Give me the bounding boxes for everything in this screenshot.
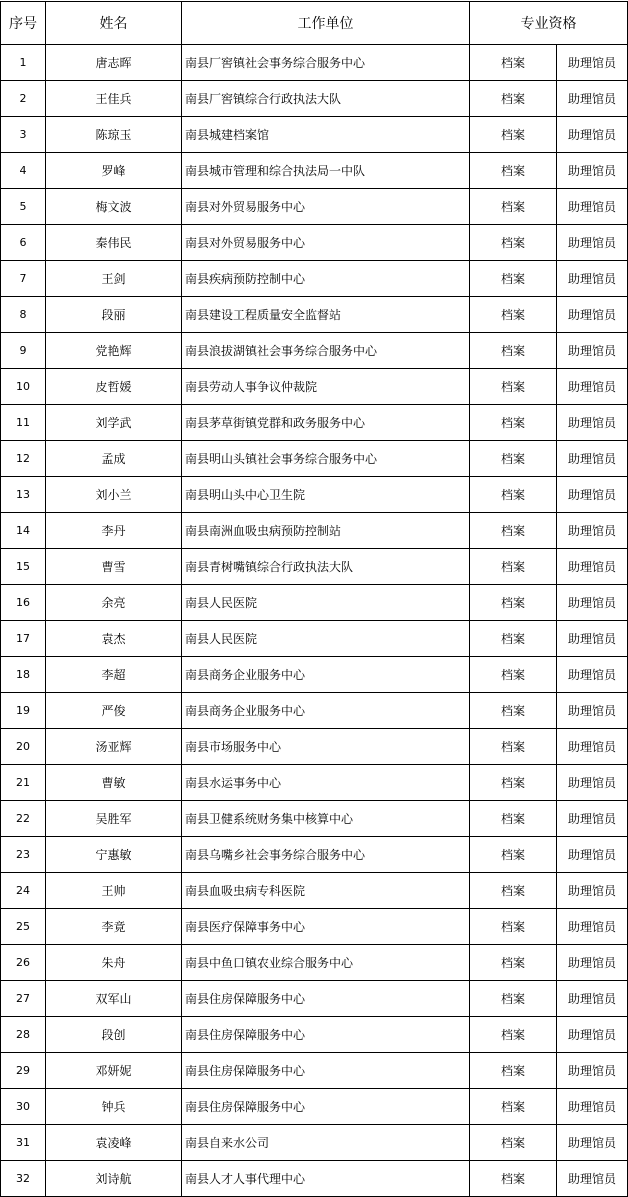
cell-name: 曹雪: [46, 549, 182, 585]
cell-unit: 南县厂窖镇综合行政执法大队: [182, 81, 470, 117]
table-row: [1, 117, 628, 153]
cell-major: 档案: [470, 729, 557, 765]
cell-major: 档案: [470, 1125, 557, 1161]
cell-major: 档案: [470, 1089, 557, 1125]
cell-name: 余亮: [46, 585, 182, 621]
header-qualification: 专业资格: [470, 2, 628, 45]
cell-major: 档案: [470, 1017, 557, 1053]
cell-major: 档案: [470, 153, 557, 189]
cell-name: 钟兵: [46, 1089, 182, 1125]
cell-title: 助理馆员: [557, 909, 628, 945]
cell-major: 档案: [470, 333, 557, 369]
cell-name: 袁凌峰: [46, 1125, 182, 1161]
cell-name: 孟成: [46, 441, 182, 477]
cell-unit: 南县浪拔湖镇社会事务综合服务中心: [182, 333, 470, 369]
cell-title: 助理馆员: [557, 441, 628, 477]
cell-name: 李丹: [46, 513, 182, 549]
cell-major: 档案: [470, 657, 557, 693]
table-row: [1, 441, 628, 477]
cell-index: 16: [1, 585, 46, 621]
header-name: 姓名: [46, 2, 182, 45]
table-row: [1, 153, 628, 189]
cell-index: 29: [1, 1053, 46, 1089]
cell-unit: 南县住房保障服务中心: [182, 1089, 470, 1125]
cell-title: 助理馆员: [557, 729, 628, 765]
cell-major: 档案: [470, 369, 557, 405]
cell-title: 助理馆员: [557, 117, 628, 153]
table-row: [1, 621, 628, 657]
header-unit: 工作单位: [182, 2, 470, 45]
table-row: [1, 657, 628, 693]
cell-title: 助理馆员: [557, 945, 628, 981]
cell-unit: 南县人才人事代理中心: [182, 1161, 470, 1197]
cell-unit: 南县自来水公司: [182, 1125, 470, 1161]
cell-unit: 南县对外贸易服务中心: [182, 189, 470, 225]
cell-title: 助理馆员: [557, 261, 628, 297]
cell-major: 档案: [470, 297, 557, 333]
cell-major: 档案: [470, 693, 557, 729]
cell-name: 严俊: [46, 693, 182, 729]
cell-name: 袁杰: [46, 621, 182, 657]
table-row: [1, 729, 628, 765]
cell-major: 档案: [470, 1161, 557, 1197]
cell-unit: 南县血吸虫病专科医院: [182, 873, 470, 909]
cell-index: 28: [1, 1017, 46, 1053]
cell-name: 曹敏: [46, 765, 182, 801]
cell-major: 档案: [470, 945, 557, 981]
cell-index: 2: [1, 81, 46, 117]
table-row: [1, 837, 628, 873]
cell-major: 档案: [470, 189, 557, 225]
table-row: [1, 1053, 628, 1089]
cell-major: 档案: [470, 837, 557, 873]
cell-index: 14: [1, 513, 46, 549]
cell-major: 档案: [470, 81, 557, 117]
cell-title: 助理馆员: [557, 153, 628, 189]
cell-major: 档案: [470, 909, 557, 945]
cell-index: 11: [1, 405, 46, 441]
header-row: [1, 2, 628, 45]
table-row: [1, 765, 628, 801]
cell-index: 25: [1, 909, 46, 945]
cell-index: 3: [1, 117, 46, 153]
cell-title: 助理馆员: [557, 1053, 628, 1089]
cell-name: 邓妍妮: [46, 1053, 182, 1089]
cell-title: 助理馆员: [557, 621, 628, 657]
cell-unit: 南县疾病预防控制中心: [182, 261, 470, 297]
cell-index: 13: [1, 477, 46, 513]
cell-unit: 南县商务企业服务中心: [182, 693, 470, 729]
table-row: [1, 225, 628, 261]
table-row: [1, 189, 628, 225]
cell-unit: 南县住房保障服务中心: [182, 1017, 470, 1053]
header-index: 序号: [1, 2, 46, 45]
cell-index: 1: [1, 45, 46, 81]
table-row: [1, 981, 628, 1017]
cell-index: 4: [1, 153, 46, 189]
cell-unit: 南县青树嘴镇综合行政执法大队: [182, 549, 470, 585]
qualification-table: [0, 1, 628, 1197]
cell-title: 助理馆员: [557, 1017, 628, 1053]
cell-unit: 南县厂窖镇社会事务综合服务中心: [182, 45, 470, 81]
cell-index: 27: [1, 981, 46, 1017]
cell-title: 助理馆员: [557, 513, 628, 549]
cell-name: 唐志晖: [46, 45, 182, 81]
table-body: [1, 2, 628, 1197]
cell-major: 档案: [470, 441, 557, 477]
cell-index: 6: [1, 225, 46, 261]
table-row: [1, 477, 628, 513]
cell-title: 助理馆员: [557, 693, 628, 729]
cell-name: 刘诗航: [46, 1161, 182, 1197]
cell-unit: 南县城市管理和综合执法局一中队: [182, 153, 470, 189]
cell-index: 20: [1, 729, 46, 765]
cell-major: 档案: [470, 261, 557, 297]
cell-name: 双军山: [46, 981, 182, 1017]
table-row: [1, 549, 628, 585]
table-row: [1, 945, 628, 981]
cell-major: 档案: [470, 405, 557, 441]
cell-unit: 南县中鱼口镇农业综合服务中心: [182, 945, 470, 981]
table-row: [1, 81, 628, 117]
cell-title: 助理馆员: [557, 873, 628, 909]
cell-title: 助理馆员: [557, 405, 628, 441]
table-row: [1, 909, 628, 945]
cell-name: 段创: [46, 1017, 182, 1053]
table-row: [1, 45, 628, 81]
cell-unit: 南县住房保障服务中心: [182, 981, 470, 1017]
cell-unit: 南县城建档案馆: [182, 117, 470, 153]
table-row: [1, 261, 628, 297]
cell-title: 助理馆员: [557, 1089, 628, 1125]
cell-index: 8: [1, 297, 46, 333]
table-row: [1, 873, 628, 909]
table-row: [1, 1017, 628, 1053]
cell-name: 吴胜军: [46, 801, 182, 837]
table-row: [1, 333, 628, 369]
cell-title: 助理馆员: [557, 657, 628, 693]
cell-index: 7: [1, 261, 46, 297]
cell-index: 26: [1, 945, 46, 981]
cell-name: 朱舟: [46, 945, 182, 981]
cell-title: 助理馆员: [557, 585, 628, 621]
cell-major: 档案: [470, 513, 557, 549]
cell-title: 助理馆员: [557, 837, 628, 873]
cell-name: 宁惠敏: [46, 837, 182, 873]
cell-title: 助理馆员: [557, 81, 628, 117]
table-row: [1, 1161, 628, 1197]
cell-name: 李超: [46, 657, 182, 693]
cell-unit: 南县水运事务中心: [182, 765, 470, 801]
cell-major: 档案: [470, 801, 557, 837]
cell-name: 秦伟民: [46, 225, 182, 261]
table-row: [1, 585, 628, 621]
cell-index: 23: [1, 837, 46, 873]
cell-major: 档案: [470, 225, 557, 261]
cell-index: 19: [1, 693, 46, 729]
table-row: [1, 513, 628, 549]
cell-title: 助理馆员: [557, 1125, 628, 1161]
cell-name: 王剑: [46, 261, 182, 297]
cell-unit: 南县市场服务中心: [182, 729, 470, 765]
cell-title: 助理馆员: [557, 297, 628, 333]
cell-name: 刘学武: [46, 405, 182, 441]
cell-name: 汤亚辉: [46, 729, 182, 765]
cell-index: 31: [1, 1125, 46, 1161]
cell-unit: 南县劳动人事争议仲裁院: [182, 369, 470, 405]
cell-unit: 南县乌嘴乡社会事务综合服务中心: [182, 837, 470, 873]
cell-major: 档案: [470, 45, 557, 81]
cell-name: 王帅: [46, 873, 182, 909]
cell-name: 党艳辉: [46, 333, 182, 369]
table-row: [1, 1089, 628, 1125]
cell-unit: 南县茅草街镇党群和政务服务中心: [182, 405, 470, 441]
cell-name: 罗峰: [46, 153, 182, 189]
cell-unit: 南县对外贸易服务中心: [182, 225, 470, 261]
cell-unit: 南县住房保障服务中心: [182, 1053, 470, 1089]
cell-title: 助理馆员: [557, 549, 628, 585]
table-row: [1, 369, 628, 405]
cell-name: 梅文波: [46, 189, 182, 225]
cell-title: 助理馆员: [557, 1161, 628, 1197]
cell-major: 档案: [470, 621, 557, 657]
cell-title: 助理馆员: [557, 477, 628, 513]
cell-index: 18: [1, 657, 46, 693]
table-row: [1, 297, 628, 333]
cell-name: 李竟: [46, 909, 182, 945]
cell-index: 9: [1, 333, 46, 369]
cell-name: 皮哲媛: [46, 369, 182, 405]
cell-index: 21: [1, 765, 46, 801]
cell-unit: 南县医疗保障事务中心: [182, 909, 470, 945]
cell-unit: 南县明山头中心卫生院: [182, 477, 470, 513]
cell-major: 档案: [470, 981, 557, 1017]
cell-title: 助理馆员: [557, 333, 628, 369]
cell-unit: 南县南洲血吸虫病预防控制站: [182, 513, 470, 549]
cell-title: 助理馆员: [557, 981, 628, 1017]
table-row: [1, 405, 628, 441]
cell-title: 助理馆员: [557, 45, 628, 81]
cell-major: 档案: [470, 585, 557, 621]
cell-title: 助理馆员: [557, 801, 628, 837]
cell-title: 助理馆员: [557, 189, 628, 225]
cell-title: 助理馆员: [557, 369, 628, 405]
cell-unit: 南县明山头镇社会事务综合服务中心: [182, 441, 470, 477]
cell-index: 30: [1, 1089, 46, 1125]
cell-index: 17: [1, 621, 46, 657]
cell-major: 档案: [470, 477, 557, 513]
cell-major: 档案: [470, 117, 557, 153]
table-row: [1, 693, 628, 729]
cell-unit: 南县人民医院: [182, 585, 470, 621]
cell-unit: 南县商务企业服务中心: [182, 657, 470, 693]
cell-name: 王佳兵: [46, 81, 182, 117]
cell-index: 22: [1, 801, 46, 837]
cell-unit: 南县卫健系统财务集中核算中心: [182, 801, 470, 837]
cell-title: 助理馆员: [557, 765, 628, 801]
cell-index: 10: [1, 369, 46, 405]
cell-index: 15: [1, 549, 46, 585]
cell-index: 24: [1, 873, 46, 909]
table-row: [1, 1125, 628, 1161]
cell-major: 档案: [470, 549, 557, 585]
cell-unit: 南县人民医院: [182, 621, 470, 657]
cell-major: 档案: [470, 765, 557, 801]
cell-title: 助理馆员: [557, 225, 628, 261]
cell-unit: 南县建设工程质量安全监督站: [182, 297, 470, 333]
cell-major: 档案: [470, 873, 557, 909]
cell-name: 陈琼玉: [46, 117, 182, 153]
cell-index: 5: [1, 189, 46, 225]
table-row: [1, 801, 628, 837]
cell-index: 12: [1, 441, 46, 477]
cell-name: 段丽: [46, 297, 182, 333]
cell-index: 32: [1, 1161, 46, 1197]
cell-name: 刘小兰: [46, 477, 182, 513]
cell-major: 档案: [470, 1053, 557, 1089]
